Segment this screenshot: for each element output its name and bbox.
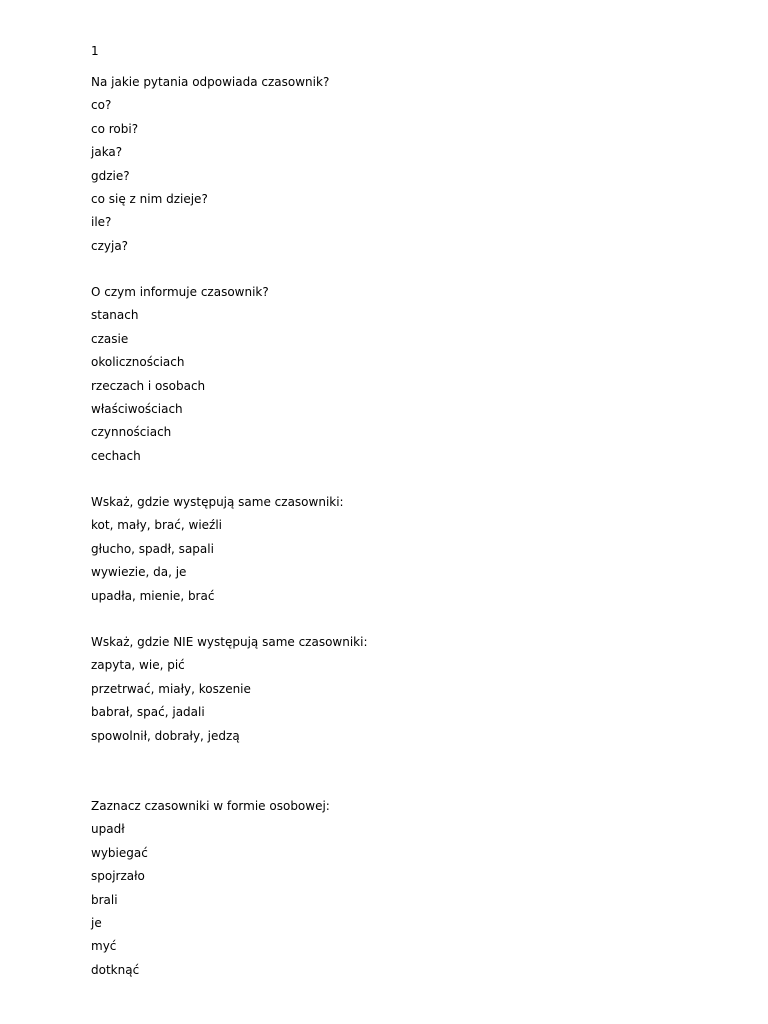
answer-option: wybiegać [91,845,148,860]
answer-option: czynnościach [91,425,172,440]
answer-option: babrał, spać, jadali [91,705,205,720]
answer-option: spowolnił, dobrały, jedzą [91,728,240,743]
question-block-5 [91,798,330,985]
answer-option: upadła, mienie, brać [91,588,215,603]
answer-option: właściwościach [91,401,183,416]
answer-option: cechach [91,448,141,463]
question-block-3 [91,494,344,611]
answer-option: dotknąć [91,962,140,977]
answer-option: kot, mały, brać, wieźli [91,518,223,533]
answer-option: brali [91,892,118,907]
question-text: Zaznacz czasowniki w formie osobowej: [91,799,330,813]
question-text: Na jakie pytania odpowiada czasownik? [91,75,330,89]
question-block-1 [91,74,329,261]
answer-option: czyja? [91,238,129,253]
answer-option: rzeczach i osobach [91,378,206,393]
question-text: Wskaż, gdzie NIE występują same czasowniki: [91,635,368,649]
answer-option: przetrwać, miały, koszenie [91,681,251,696]
answer-option: głucho, spadł, sapali [91,541,214,556]
answer-option: wywiezie, da, je [91,565,187,580]
answer-option: jaka? [91,145,123,160]
answer-option: zapyta, wie, pić [91,658,185,673]
answer-option: co się z nim dzieje? [91,191,208,206]
page-number: 1 [91,44,99,58]
answer-option: upadł [91,822,125,837]
answer-option: ile? [91,215,112,230]
answer-option: stanach [91,308,139,323]
answer-option: spojrzało [91,869,145,884]
question-text: O czym informuje czasownik? [91,285,269,299]
answer-option: myć [91,939,117,954]
answer-option: je [91,915,102,930]
answer-option: okolicznościach [91,355,185,370]
question-text: Wskaż, gdzie występują same czasowniki: [91,495,344,509]
question-block-2 [91,284,269,471]
answer-option: gdzie? [91,168,130,183]
answer-option: co? [91,98,112,113]
answer-option: co robi? [91,121,139,136]
question-block-4 [91,634,368,751]
answer-option: czasie [91,331,129,346]
